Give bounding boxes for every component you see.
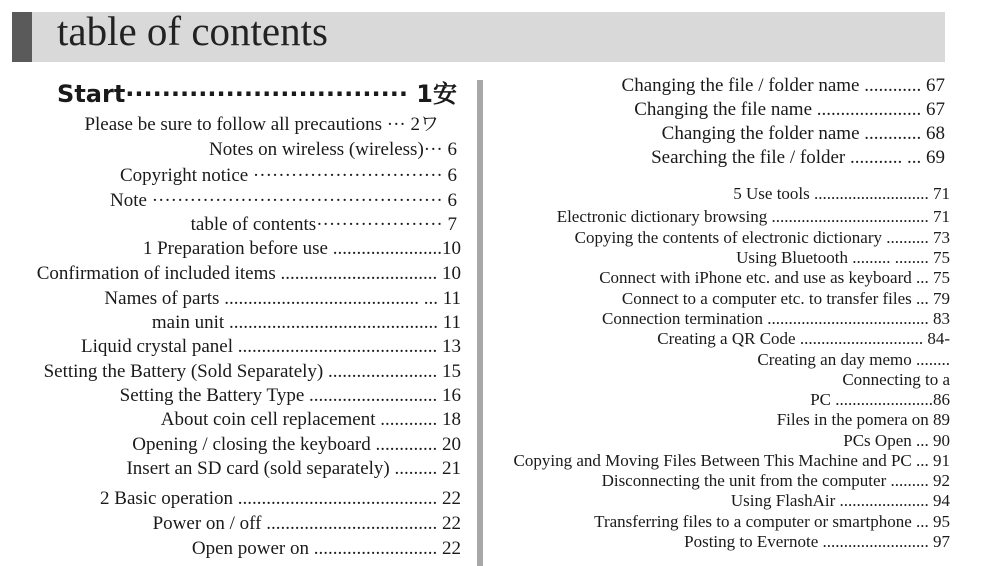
toc-entry-pcs-open[interactable]: PCs Open ... 90 xyxy=(843,431,950,450)
toc-entry-open-power-on[interactable]: Open power on .......................... 22 xyxy=(191,538,461,559)
page-title: table of contents xyxy=(57,8,328,54)
toc-entry-battery-type[interactable]: Setting the Battery Type ........................... 16 xyxy=(119,385,461,406)
toc-entry-power-on-off[interactable]: Power on / off .................................... 22 xyxy=(152,513,461,534)
toc-entry-sd-card[interactable]: Insert an SD card (sold separately) ......... 21 xyxy=(126,458,461,479)
toc-entry-connection-termination[interactable]: Connection termination ...................................... 83 xyxy=(602,309,950,328)
toc-entry-files-in-pomera[interactable]: Files in the pomera on 89 xyxy=(776,410,950,429)
toc-entry-chapter-2[interactable]: 2 Basic operation .......................................... 22 xyxy=(100,488,461,509)
toc-entry-battery[interactable]: Setting the Battery (Sold Separately) ....................... 15 xyxy=(43,361,461,382)
toc-entry-iphone-keyboard[interactable]: Connect with iPhone etc. and use as keyboard ... 75 xyxy=(599,268,950,287)
toc-entry-copy-dictionary[interactable]: Copying the contents of electronic dictionary .......... 73 xyxy=(574,228,950,247)
toc-entry-names-of-parts[interactable]: Names of parts ......................................... ... 11 xyxy=(104,288,461,309)
toc-entry-connecting-to[interactable]: Connecting to a xyxy=(842,370,950,389)
toc-entry-chapter-5[interactable]: 5 Use tools ........................... 71 xyxy=(733,184,950,203)
toc-entry-included-items[interactable]: Confirmation of included items ................................. 10 xyxy=(36,263,461,284)
toc-entry-change-file-name[interactable]: Changing the file name ...................... 67 xyxy=(634,99,945,120)
column-divider xyxy=(477,80,483,566)
toc-entry-disconnect-unit[interactable]: Disconnecting the unit from the computer ......... 92 xyxy=(601,471,950,490)
toc-entry-start[interactable]: Start······························· 1安 xyxy=(57,80,457,108)
toc-entry-chapter-1[interactable]: 1 Preparation before use .......................10 xyxy=(142,238,461,259)
toc-entry-flashair[interactable]: Using FlashAir ..................... 94 xyxy=(730,491,950,510)
toc-entry-e-dictionary[interactable]: Electronic dictionary browsing ..................................... 71 xyxy=(556,207,950,226)
toc-entry-evernote[interactable]: Posting to Evernote ......................... 97 xyxy=(684,532,950,551)
toc-entry-note[interactable]: Note ·············································· 6 xyxy=(110,190,457,211)
toc-entry-day-memo[interactable]: Creating an day memo ........ xyxy=(757,350,950,369)
toc-entry-change-folder-name[interactable]: Changing the folder name ............ 68 xyxy=(661,123,945,144)
toc-entry-search-file-folder[interactable]: Searching the file / folder ........... ... 69 xyxy=(651,147,945,168)
toc-entry-lcd-panel[interactable]: Liquid crystal panel .......................................... 13 xyxy=(81,336,461,357)
toc-entry-copyright[interactable]: Copyright notice ······························ 6 xyxy=(119,165,457,186)
header-accent-bar xyxy=(12,12,32,62)
toc-entry-computer-transfer[interactable]: Connect to a computer etc. to transfer files ... 79 xyxy=(621,289,950,308)
toc-entry-main-unit[interactable]: main unit ............................................ 11 xyxy=(151,312,461,333)
toc-entry-toc[interactable]: table of contents···················· 7 xyxy=(190,214,457,235)
toc-entry-pc[interactable]: PC .......................86 xyxy=(810,390,950,409)
header-banner xyxy=(12,8,945,62)
toc-entry-copy-move-files[interactable]: Copying and Moving Files Between This Machine and PC ... 91 xyxy=(513,451,950,470)
toc-entry-transfer-files[interactable]: Transferring files to a computer or smartphone ... 95 xyxy=(594,512,950,531)
toc-entry-wireless-notes[interactable]: Notes on wireless (wireless)··· 6 xyxy=(209,139,457,160)
toc-entry-change-file-folder-name[interactable]: Changing the file / folder name ............ 67 xyxy=(621,75,945,96)
toc-entry-bluetooth[interactable]: Using Bluetooth ......... ........ 75 xyxy=(736,248,950,267)
toc-entry-qr-code[interactable]: Creating a QR Code ............................. 84- xyxy=(657,329,950,348)
toc-entry-precautions[interactable]: Please be sure to follow all precautions ··· 2ワ xyxy=(84,114,439,135)
toc-entry-keyboard[interactable]: Opening / closing the keyboard ............. 20 xyxy=(132,434,461,455)
toc-entry-coin-cell[interactable]: About coin cell replacement ............ 18 xyxy=(160,409,461,430)
